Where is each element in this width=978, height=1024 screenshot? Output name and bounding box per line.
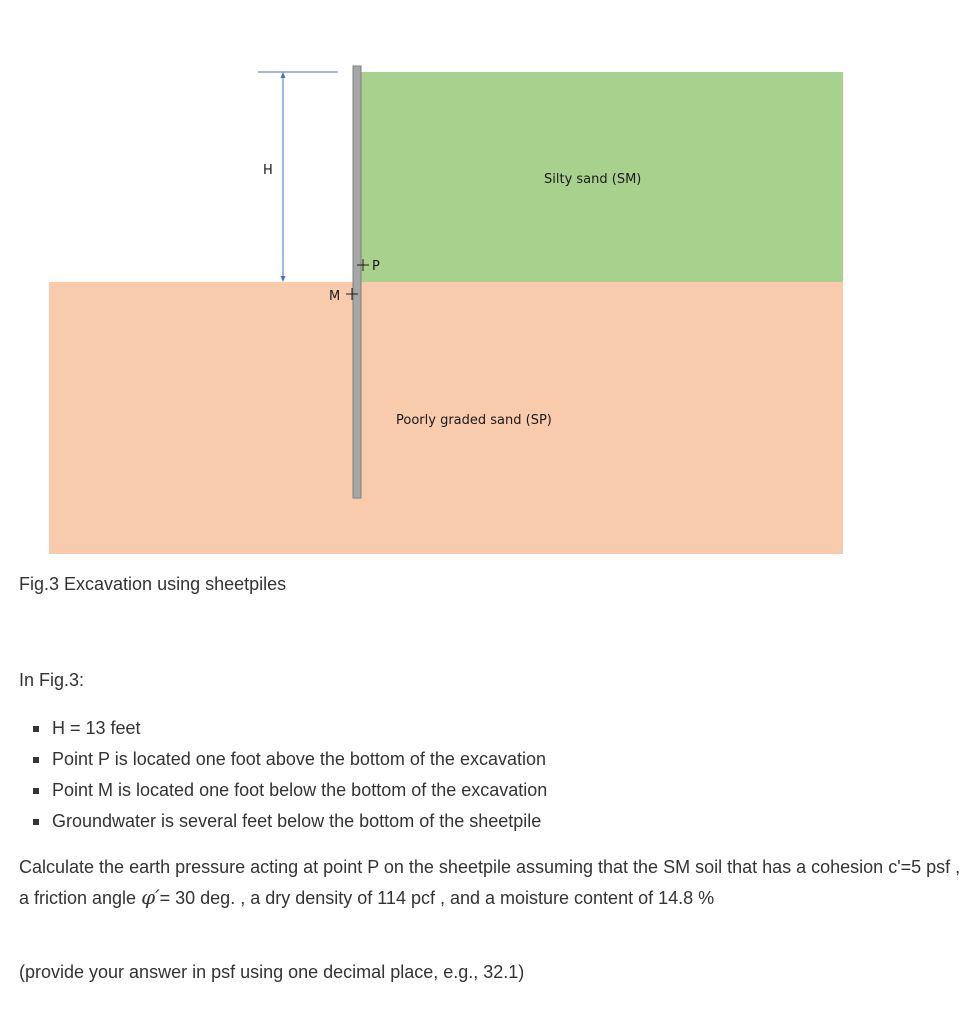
answer-instruction: (provide your answer in psf using one decimal place, e.g., 32.1)	[19, 962, 525, 982]
sp-layer-label: Poorly graded sand (SP)	[396, 413, 552, 428]
list-item	[33, 806, 547, 837]
list-item-text: H = 13 feet	[52, 718, 141, 738]
list-item	[33, 775, 547, 806]
list-item-text: Point M is located one foot below the bottom of the excavation	[52, 780, 548, 800]
given-conditions-list	[33, 713, 547, 837]
point-m-label: M	[329, 289, 341, 304]
h-arrowhead-top	[281, 72, 286, 78]
bullet-icon	[33, 726, 39, 732]
problem-question	[19, 852, 974, 913]
problem-intro: In Fig.3:	[19, 670, 85, 690]
bullet-icon	[33, 819, 39, 825]
h-label: H	[263, 163, 273, 178]
bullet-icon	[33, 757, 39, 763]
phi-symbol: φ′	[141, 885, 160, 909]
list-item-text: Point P is located one foot above the bottom of the excavation	[52, 749, 546, 769]
list-item-text: Groundwater is several feet below the bottom of the sheetpile	[52, 811, 542, 831]
question-text-part1: Calculate the earth pressure acting at point P on the sheetpile assuming that the SM soil that has a cohesion c'=5 psf , a friction angle	[19, 857, 961, 908]
question-text-part2: = 30 deg. , a dry density of 114 pcf , and a moisture content of 14.8 %	[159, 888, 715, 908]
sm-layer-label: Silty sand (SM)	[544, 172, 642, 187]
figure-caption: Fig.3 Excavation using sheetpiles	[19, 574, 287, 594]
list-item	[33, 713, 547, 744]
point-p-label: P	[372, 259, 380, 274]
h-arrowhead-bottom	[281, 276, 286, 282]
sheetpile	[353, 66, 361, 498]
list-item	[33, 744, 547, 775]
bullet-icon	[33, 788, 39, 794]
